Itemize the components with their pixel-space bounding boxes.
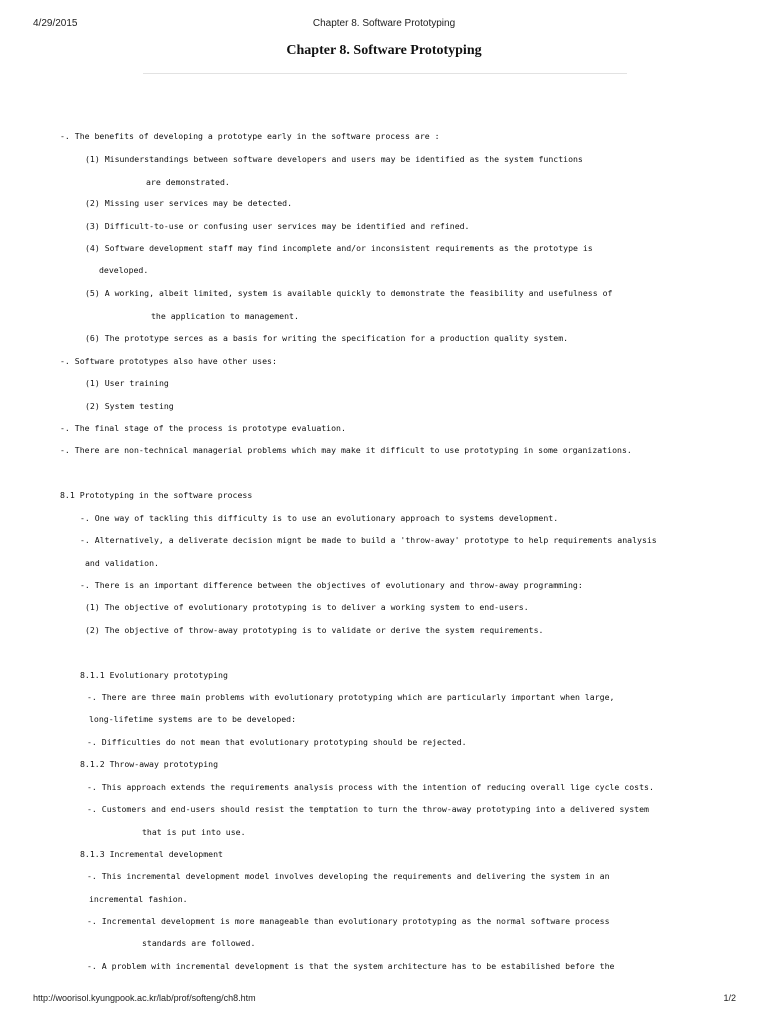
page-title: Chapter 8. Software Prototyping [286, 43, 482, 58]
text-line: -. Software prototypes also have other uses: [60, 356, 277, 366]
text-line: -. The benefits of developing a prototype early in the software process are : [60, 131, 440, 141]
footer-url: http://woorisol.kyungpook.ac.kr/lab/prof/softeng/ch8.htm [33, 993, 256, 1003]
text-line: -. Alternatively, a deliverate decision mignt be made to build a 'throw-away' prototype to help requirements analysis [80, 535, 657, 545]
text-line: -. There is an important difference between the objectives of evolutionary and throw-away programming: [80, 580, 583, 590]
text-line: -. Incremental development is more manageable than evolutionary prototyping as the normal software process [87, 916, 610, 926]
text-line: (5) A working, albeit limited, system is available quickly to demonstrate the feasibility and usefulness of [85, 288, 613, 298]
section-heading: 8.1.2 Throw-away prototyping [80, 759, 219, 769]
text-line: -. One way of tackling this difficulty is to use an evolutionary approach to systems development. [80, 513, 559, 523]
section-heading: 8.1.3 Incremental development [80, 849, 223, 859]
text-line: -. This approach extends the requirements analysis process with the intention of reducing overall lige cycle costs. [87, 782, 654, 792]
footer-page-number: 1/2 [723, 993, 736, 1003]
text-line: (3) Difficult-to-use or confusing user services may be identified and refined. [85, 221, 470, 231]
text-line: -. This incremental development model involves developing the requirements and delivering the system in an [87, 871, 610, 881]
text-line: -. There are three main problems with evolutionary prototyping which are particularly important when large, [87, 692, 615, 702]
section-heading: 8.1 Prototyping in the software process [60, 490, 253, 500]
text-line: that is put into use. [142, 827, 246, 837]
text-line: (2) The objective of throw-away prototyping is to validate or derive the system requirements. [85, 625, 544, 635]
section-heading: 8.1.1 Evolutionary prototyping [80, 670, 228, 680]
title-divider [143, 73, 627, 74]
text-line: are demonstrated. [146, 177, 230, 187]
text-line: -. The final stage of the process is prototype evaluation. [60, 423, 346, 433]
header-title: Chapter 8. Software Prototyping [312, 18, 456, 29]
text-line: (1) The objective of evolutionary prototyping is to deliver a working system to end-users. [85, 602, 529, 612]
text-line: -. There are non-technical managerial problems which may make it difficult to use prototyping in some organizations. [60, 445, 632, 455]
text-line: developed. [99, 265, 149, 275]
text-line: -. Difficulties do not mean that evolutionary prototyping should be rejected. [87, 737, 467, 747]
text-line: (2) System testing [85, 401, 174, 411]
text-line: (1) User training [85, 378, 169, 388]
text-line: incremental fashion. [89, 894, 188, 904]
text-line: -. Customers and end-users should resist the temptation to turn the throw-away prototyping into a delivered system [87, 804, 649, 814]
text-line: (6) The prototype serces as a basis for writing the specification for a production quality system. [85, 333, 569, 343]
text-line: standards are followed. [142, 938, 256, 948]
text-line: the application to management. [151, 311, 299, 321]
text-line: long-lifetime systems are to be developed: [89, 714, 297, 724]
text-line: (1) Misunderstandings between software developers and users may be identified as the system functions [85, 154, 583, 164]
text-line: (4) Software development staff may find incomplete and/or inconsistent requirements as the prototype is [85, 243, 593, 253]
text-line: (2) Missing user services may be detected. [85, 198, 293, 208]
text-line: and validation. [85, 558, 159, 568]
header-date: 4/29/2015 [33, 18, 78, 29]
text-line: -. A problem with incremental development is that the system architecture has to be estabilished before the [87, 961, 615, 971]
